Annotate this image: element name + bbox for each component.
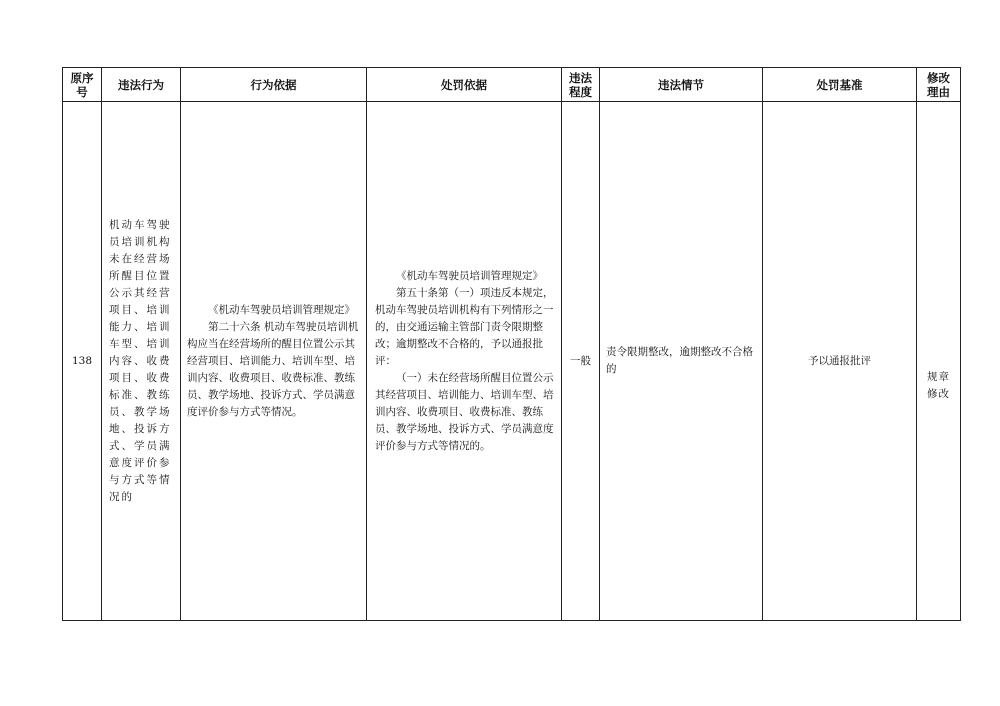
header-reason: 修改理由 xyxy=(917,68,961,102)
header-penalty-basis: 处罚依据 xyxy=(367,68,562,102)
cell-reason: 规章修改 xyxy=(917,102,961,621)
basis-title: 《机动车驾驶员培训管理规定》 xyxy=(208,303,355,316)
cell-standard: 予以通报批评 xyxy=(763,102,917,621)
header-no: 原序号 xyxy=(63,68,102,102)
penalty-clause: 第五十条第（一）项违反本规定，机动车驾驶员培训机构有下列情形之一的，由交通运输主管部门责令限期整改；逾期整改不合格的，予以通报批评： xyxy=(375,286,554,367)
penalty-title: 《机动车驾驶员培训管理规定》 xyxy=(396,269,543,282)
header-row xyxy=(63,68,961,102)
cell-level: 一般 xyxy=(562,102,600,621)
basis-body: 第二十六条 机动车驾驶员培训机构应当在经营场所的醒目位置公示其经营项目、培训能力、培训车型、培训内容、收费项目、收费标准、教练员、教学场地、投诉方式、学员满意度评价参与方式等情况。 xyxy=(187,320,359,418)
table-row xyxy=(63,102,961,621)
header-circumstance: 违法情节 xyxy=(600,68,763,102)
cell-penalty-basis xyxy=(367,102,562,621)
header-level: 违法程度 xyxy=(562,68,600,102)
cell-act: 机动车驾驶员培训机构未在经营场所醒目位置公示其经营项目、培训能力、培训车型、培训内容、收费项目、收费标准、教练员、教学场地、投诉方式、学员满意度评价参与方式等情况的 xyxy=(102,102,181,621)
header-basis: 行为依据 xyxy=(181,68,367,102)
cell-circumstance: 责令限期整改，逾期整改不合格的 xyxy=(600,102,763,621)
cell-no: 138 xyxy=(63,102,102,621)
cell-basis xyxy=(181,102,367,621)
header-standard: 处罚基准 xyxy=(763,68,917,102)
penalty-standard-table xyxy=(62,67,961,621)
penalty-item: （一）未在经营场所醒目位置公示其经营项目、培训能力、培训车型、培训内容、收费项目、收费标准、教练员、教学场地、投诉方式、学员满意度评价参与方式等情况的。 xyxy=(375,371,554,452)
header-act: 违法行为 xyxy=(102,68,181,102)
